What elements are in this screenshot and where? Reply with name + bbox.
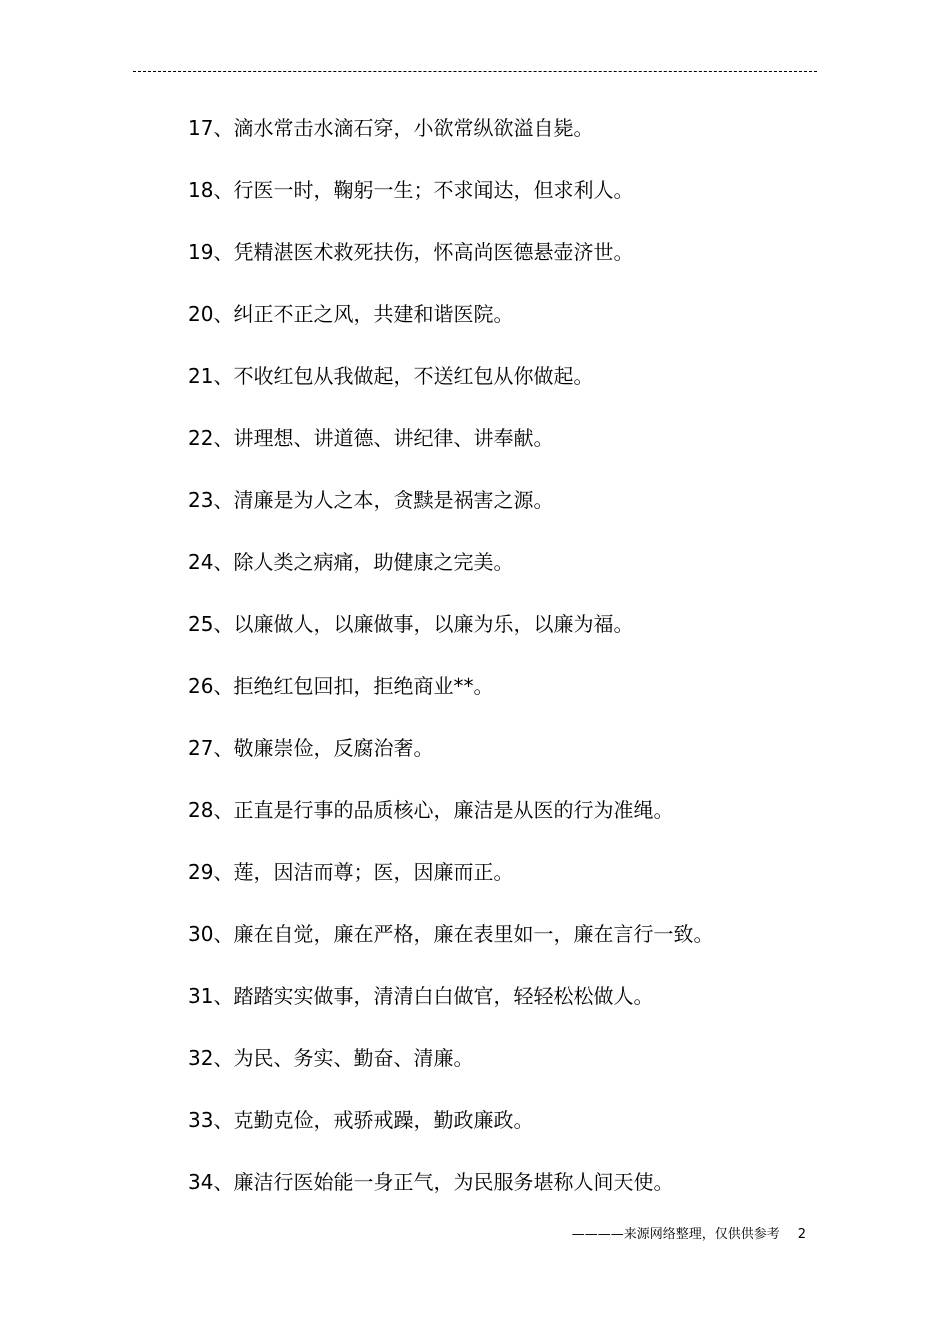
- list-item: 28、正直是行事的品质核心，廉洁是从医的行为准绳。: [188, 798, 674, 822]
- list-item: 18、行医一时，鞠躬一生；不求闻达，但求利人。: [188, 178, 634, 202]
- list-item: 30、廉在自觉，廉在严格，廉在表里如一，廉在言行一致。: [188, 922, 714, 946]
- list-item: 26、拒绝红包回扣，拒绝商业**。: [188, 674, 494, 698]
- list-item: 22、讲理想、讲道德、讲纪律、讲奉献。: [188, 426, 554, 450]
- document-body: [188, 109, 828, 1225]
- list-item: 32、为民、务实、勤奋、清廉。: [188, 1046, 474, 1070]
- list-item: 31、踏踏实实做事，清清白白做官，轻轻松松做人。: [188, 984, 654, 1008]
- list-item: 20、纠正不正之风，共建和谐医院。: [188, 302, 514, 326]
- list-item: 33、克勤克俭，戒骄戒躁，勤政廉政。: [188, 1108, 534, 1132]
- list-item: 23、清廉是为人之本，贪黩是祸害之源。: [188, 488, 554, 512]
- list-item: 25、以廉做人，以廉做事，以廉为乐，以廉为福。: [188, 612, 634, 636]
- header-divider: [133, 71, 817, 72]
- list-item: 17、滴水常击水滴石穿，小欲常纵欲溢自毙。: [188, 116, 594, 140]
- list-item: 34、廉洁行医始能一身正气，为民服务堪称人间天使。: [188, 1170, 674, 1194]
- list-item: 19、凭精湛医术救死扶伤，怀高尚医德悬壶济世。: [188, 240, 634, 264]
- list-item: 27、敬廉崇俭，反腐治奢。: [188, 736, 434, 760]
- page-footer: [572, 1223, 806, 1247]
- list-item: 24、除人类之病痛，助健康之完美。: [188, 550, 514, 574]
- footer-source-text: ————来源网络整理，仅供供参考: [571, 1227, 780, 1242]
- page-number: 2: [797, 1227, 806, 1242]
- list-item: 29、莲，因洁而尊；医，因廉而正。: [188, 860, 514, 884]
- list-item: 21、不收红包从我做起，不送红包从你做起。: [188, 364, 594, 388]
